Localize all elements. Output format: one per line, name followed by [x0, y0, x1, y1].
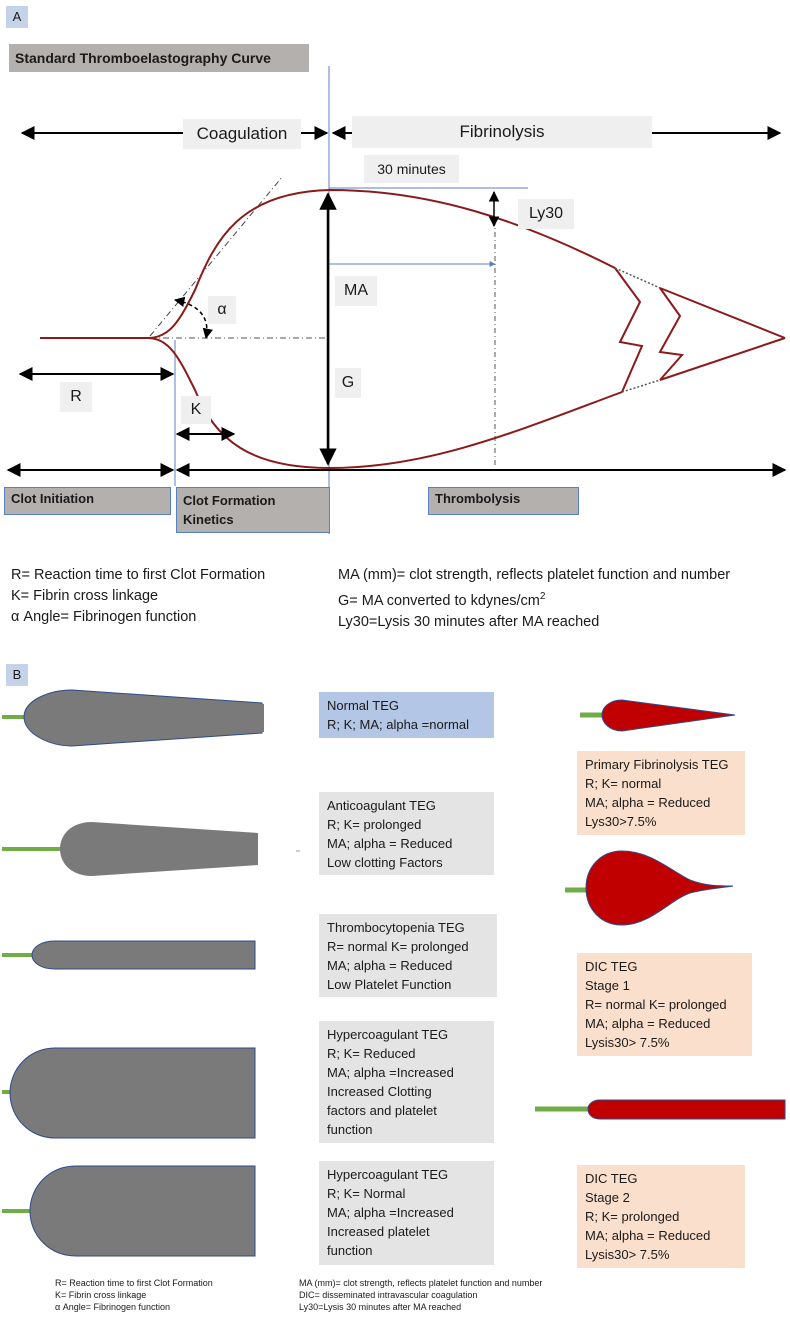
panel-b-tag: B — [6, 664, 28, 686]
card-dic-teg-stage-2 — [577, 1165, 745, 1268]
card-dic2-line: MA; alpha = Reduced — [585, 1228, 711, 1243]
card-anticoagulant-line: Anticoagulant TEG — [327, 798, 436, 813]
alpha-label: α — [208, 296, 236, 324]
card-hyper2-line: Hypercoagulant TEG — [327, 1167, 449, 1182]
footer-legend-dic: DIC= disseminated intravascular coagulation — [299, 1290, 478, 1300]
card-primary-fibrinolysis-teg — [577, 751, 745, 835]
card-dic2-line: R; K= prolonged — [585, 1209, 680, 1224]
card-hyper1-line: factors and platelet — [327, 1103, 437, 1118]
card-hypercoagulant-teg-1 — [319, 1021, 494, 1143]
card-dic2-line: Lysis30> 7.5% — [585, 1247, 670, 1262]
tracing-anticoagulant — [60, 822, 258, 876]
ma-label: MA — [335, 276, 377, 306]
legend-g-superscript: 2 — [539, 591, 546, 602]
tracing-thrombocytopenia — [32, 941, 255, 969]
card-dic1-line: Lysis30> 7.5% — [585, 1035, 670, 1050]
tracing-dic1 — [586, 851, 733, 925]
card-anticoagulant-line: Low clotting Factors — [327, 855, 443, 870]
footer-legend-alpha: α Angle= Fibrinogen function — [55, 1302, 171, 1312]
card-dic1-line: R= normal K= prolonged — [585, 997, 727, 1012]
card-hyper1-line: function — [327, 1122, 373, 1137]
footer-legend-r: R= Reaction time to first Clot Formation — [55, 1278, 213, 1288]
card-thrombocytopenia-line: Thrombocytopenia TEG — [327, 920, 465, 935]
card-normal-teg — [319, 692, 494, 738]
card-hyper1-line: R; K= Reduced — [327, 1046, 416, 1061]
card-primary-line: Primary Fibrinolysis TEG — [585, 757, 729, 772]
card-hyper1-line: Increased Clotting — [327, 1084, 432, 1099]
card-thrombocytopenia-line: Low Platelet Function — [327, 977, 452, 992]
tracing-dic2 — [588, 1100, 785, 1119]
card-dic1-line: MA; alpha = Reduced — [585, 1016, 711, 1031]
card-hyper2-line: MA; alpha =Increased — [327, 1205, 454, 1220]
card-thrombocytopenia-line: R= normal K= prolonged — [327, 939, 469, 954]
thirty-minutes-label: 30 minutes — [364, 155, 459, 183]
card-anticoagulant-teg — [319, 792, 494, 875]
card-hyper1-line: MA; alpha =Increased — [327, 1065, 454, 1080]
r-label: R — [60, 382, 92, 412]
card-hyper2-line: Increased platelet — [327, 1224, 430, 1239]
card-hypercoagulant-teg-2 — [319, 1161, 494, 1265]
panel-a-title: Standard Thromboelastography Curve — [9, 44, 309, 72]
tracing-normal — [24, 690, 262, 746]
tracing-primary — [602, 700, 735, 731]
thrombolysis-bar: Thrombolysis — [428, 487, 579, 515]
card-dic-teg-stage-1 — [577, 953, 752, 1056]
coagulation-label: Coagulation — [183, 119, 301, 149]
ly30-label: Ly30 — [518, 199, 574, 229]
card-hyper2-line: R; K= Normal — [327, 1186, 406, 1201]
tracing-hyper2 — [30, 1166, 255, 1256]
tracing-hyper1 — [10, 1048, 255, 1138]
card-dic2-line: DIC TEG — [585, 1171, 638, 1186]
clot-formation-line-1: Clot Formation — [183, 493, 276, 508]
legend-k: K= Fibrin cross linkage — [11, 588, 159, 604]
card-anticoagulant-line: R; K= prolonged — [327, 817, 422, 832]
clot-formation-line-2: Kinetics — [183, 512, 234, 527]
card-normal-line: Normal TEG — [327, 698, 399, 713]
k-label: K — [181, 396, 211, 424]
fibrinolysis-label: Fibrinolysis — [352, 116, 652, 148]
g-label: G — [335, 368, 361, 398]
legend-alpha: α Angle= Fibrinogen function — [11, 609, 197, 625]
legend-ma: MA (mm)= clot strength, reflects platelet function and number — [338, 567, 731, 583]
card-dic1-line: DIC TEG — [585, 959, 638, 974]
card-primary-line: MA; alpha = Reduced — [585, 795, 711, 810]
clot-initiation-bar: Clot Initiation — [4, 487, 171, 515]
card-normal-line: R; K; MA; alpha =normal — [327, 717, 469, 732]
card-dic1-line: Stage 1 — [585, 978, 630, 993]
card-thrombocytopenia-line: MA; alpha = Reduced — [327, 958, 453, 973]
footer-legend-ly30: Ly30=Lysis 30 minutes after MA reached — [299, 1302, 462, 1312]
footer-legend-left — [55, 1277, 213, 1313]
card-primary-line: Lys30>7.5% — [585, 814, 657, 829]
card-hyper1-line: Hypercoagulant TEG — [327, 1027, 449, 1042]
card-dic2-line: Stage 2 — [585, 1190, 630, 1205]
footer-legend-ma: MA (mm)= clot strength, reflects platelet function and number — [299, 1278, 543, 1288]
card-primary-line: R; K= normal — [585, 776, 662, 791]
card-anticoagulant-line: MA; alpha = Reduced — [327, 836, 453, 851]
footer-legend-k: K= Fibrin cross linkage — [55, 1290, 147, 1300]
footer-legend-right — [299, 1277, 542, 1313]
card-hyper2-line: function — [327, 1243, 373, 1258]
card-thrombocytopenia-teg — [319, 914, 497, 997]
legend-g-text: G= MA converted to kdynes/cm — [338, 592, 540, 609]
legend-ly30: Ly30=Lysis 30 minutes after MA reached — [338, 613, 600, 630]
legend-r: R= Reaction time to first Clot Formation — [11, 567, 266, 583]
panel-a-tag: A — [6, 6, 28, 28]
